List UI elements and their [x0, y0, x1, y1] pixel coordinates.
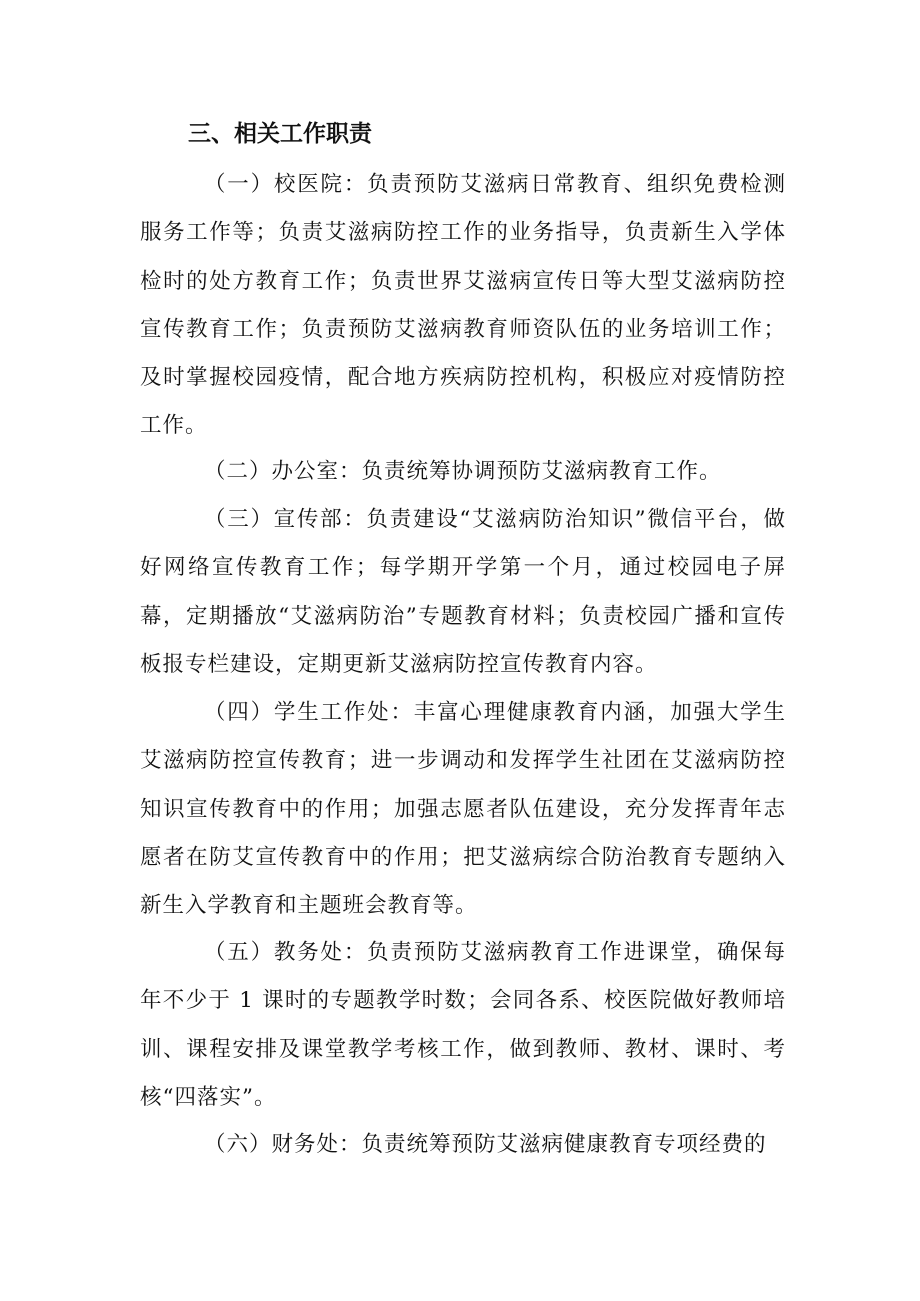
- paragraph-campus-hospital: （一）校医院：负责预防艾滋病日常教育、组织免费检测服务工作等；负责艾滋病防控工作的业务指导，负责新生入学体检时的处方教育工作；负责世界艾滋病宣传日等大型艾滋病防控宣传教育工作；负责预防艾滋病教育师资队伍的业务培训工作；及时掌握校园疫情，配合地方疾病防控机构，积极应对疫情防控工作。: [140, 172, 786, 439]
- paragraph-student-affairs: （四）学生工作处：丰富心理健康教育内涵，加强大学生艾滋病防控宣传教育；进一步调动和发挥学生社团在艾滋病防控知识宣传教育中的作用；加强志愿者队伍建设，充分发挥青年志愿者在防艾宣传教育中的作用；把艾滋病综合防治教育专题纳入新生入学教育和主题班会教育等。: [140, 700, 786, 919]
- paragraph-publicity-department: （三）宣传部：负责建设“艾滋病防治知识”微信平台，做好网络宣传教育工作；每学期开学第一个月，通过校园电子屏幕，定期播放“艾滋病防治”专题教育材料；负责校园广播和宣传板报专栏建设，定期更新艾滋病防控宣传教育内容。: [140, 507, 786, 677]
- paragraph-finance-office: （六）财务处：负责统筹预防艾滋病健康教育专项经费的: [204, 1132, 767, 1157]
- paragraph-academic-affairs: （五）教务处：负责预防艾滋病教育工作进课堂，确保每年不少于 1 课时的专题教学时数；会同各系、校医院做好教师培训、课程安排及课堂教学考核工作，做到教师、教材、课时、考核“四落实”。: [140, 940, 786, 1110]
- section-heading: 三、相关工作职责: [188, 121, 372, 147]
- paragraph-general-office: （二）办公室：负责统筹协调预防艾滋病教育工作。: [204, 459, 722, 484]
